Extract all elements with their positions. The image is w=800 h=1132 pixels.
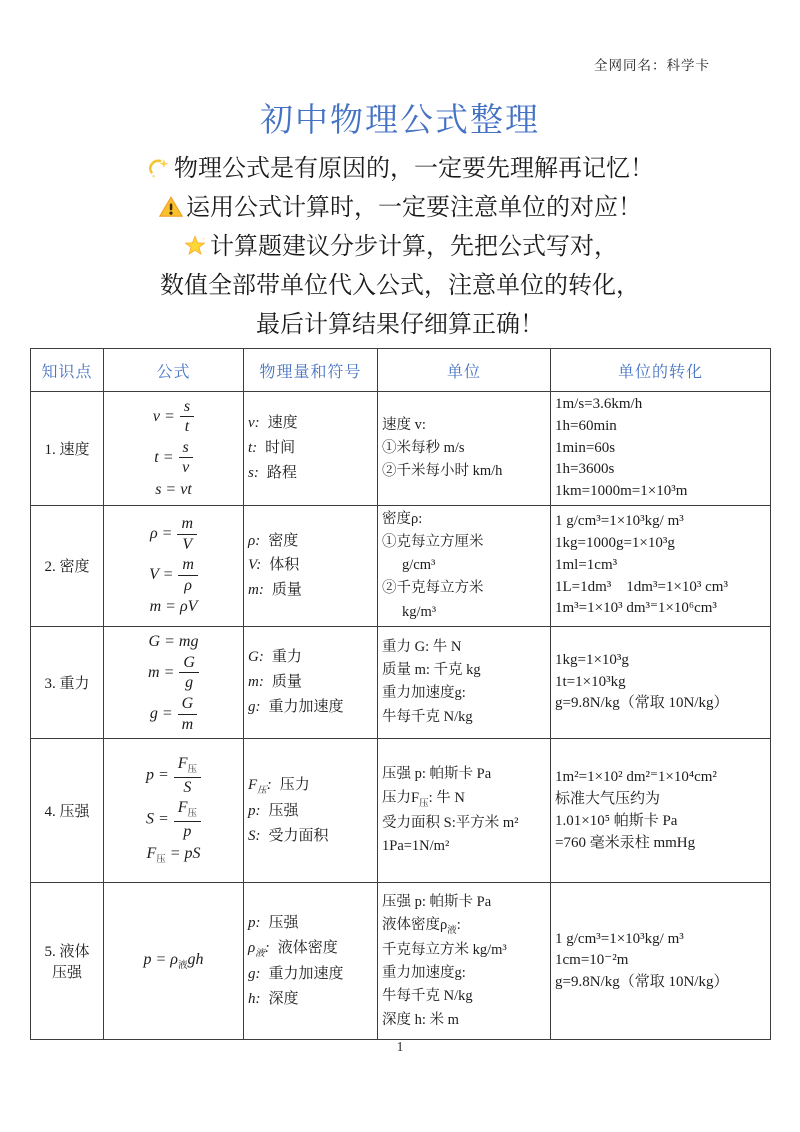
unit-line: 千克每立方米 kg/m³ (382, 942, 507, 958)
table-row-pressure (31, 739, 771, 883)
symbol-line: $F_压$: 压力 (248, 776, 310, 796)
table-header-row (31, 349, 771, 392)
conversion-line: 1ml=1cm³ (555, 556, 618, 573)
symbol-line: p: 压强 (248, 803, 299, 820)
conversion-line: 1km=1000m=1×10³m (555, 483, 688, 499)
symbol-line: G: 重力 (248, 649, 302, 666)
unit-line: 液体密度$\rho_液$: (382, 916, 461, 936)
formula: S = $\frac{F_压}{p}$ (108, 799, 239, 840)
unit-line: 压力$F_压$: 牛 N (382, 789, 465, 809)
symbol-line: h: 深度 (248, 990, 299, 1007)
units-cell (378, 626, 551, 739)
intro-text: 计算题建议分步计算，先把公式写对， (210, 234, 618, 260)
intro-line-2 (0, 189, 800, 228)
formula-cell (104, 626, 244, 739)
glowing-star-icon (182, 233, 208, 259)
intro-block (0, 150, 800, 345)
table-row-density (31, 505, 771, 626)
symbol-line: v: 速度 (248, 415, 298, 432)
col-header-formula: 公式 (104, 349, 244, 392)
formula: g = $\frac{G}{m}$ (108, 695, 239, 733)
unit-line: ①米每秒 m/s (382, 439, 465, 456)
intro-text: 最后计算结果仔细算正确！ (256, 312, 544, 338)
topic-cell: 4. 压强 (31, 739, 104, 883)
symbol-line: p: 压强 (248, 914, 299, 931)
formula: V = $\frac{m}{\rho}$ (108, 556, 239, 594)
symbol-line: m: 质量 (248, 674, 302, 691)
formula-cell (104, 505, 244, 626)
intro-line-3 (0, 228, 800, 267)
symbol-line: m: 质量 (248, 582, 302, 599)
conversion-line: 1.01×10⁵ 帕斯卡 Pa (555, 812, 678, 829)
unit-line: 1Pa=1N/m² (382, 837, 450, 854)
symbol-line: $\rho_液$: 液体密度 (248, 939, 338, 959)
topic-cell: 5. 液体 压强 (31, 883, 104, 1040)
topic-cell: 1. 速度 (31, 392, 104, 506)
page-number: 1 (396, 1040, 404, 1055)
symbol-line: ρ: 密度 (248, 532, 299, 549)
conversion-line: 1 g/cm³=1×10³kg/ m³ (555, 930, 684, 947)
unit-line: 重力加速度g: (382, 685, 466, 702)
symbol-line: s: 路程 (248, 464, 297, 481)
conversion-line: 1m/s=3.6km/h (555, 396, 643, 412)
units-cell (378, 739, 551, 883)
units-cell (378, 505, 551, 626)
formula: ρ = $\frac{m}{V}$ (108, 515, 239, 553)
symbols-cell (244, 626, 378, 739)
conversion-line: g=9.8N/kg（常取 10N/kg） (555, 974, 729, 991)
formula: $p = \rho_液gh$ (143, 950, 204, 972)
formula: t = $\frac{s}{v}$ (108, 439, 239, 477)
symbols-cell (244, 883, 378, 1040)
symbol-line: t: 时间 (248, 440, 296, 456)
unit-line: ①克每立方厘米 (382, 533, 484, 550)
conversion-line: 1h=3600s (555, 461, 615, 478)
conversion-line: 1 g/cm³=1×10³kg/ m³ (555, 513, 684, 530)
table-row-gravity (31, 626, 771, 739)
symbol-line: g: 重力加速度 (248, 698, 344, 715)
unit-line: g/cm³ (402, 557, 436, 574)
formula-cell (104, 739, 244, 883)
symbol-line: S: 受力面积 (248, 828, 329, 845)
unit-line: 压强 p: 帕斯卡 Pa (382, 766, 492, 783)
topic-cell: 2. 密度 (31, 505, 104, 626)
intro-line-1 (0, 150, 800, 189)
conversion-line: 1m²=1×10² dm²⁼1×10⁴cm² (555, 769, 717, 786)
unit-line: 密度ρ: (382, 510, 423, 527)
conversion-line: 1cm=10⁻²m (555, 952, 629, 969)
conversions-cell (551, 505, 771, 626)
col-header-units: 单位 (378, 349, 551, 392)
unit-line: 深度 h: 米 m (382, 1011, 459, 1028)
formula: $F_压$ = pS (146, 844, 201, 865)
intro-text: 数值全部带单位代入公式，注意单位的转化， (160, 273, 640, 299)
formula-cell (104, 392, 244, 506)
warning-icon (158, 194, 184, 220)
units-cell (378, 392, 551, 506)
table-row-speed (31, 392, 771, 506)
conversion-line: 1kg=1×10³g (555, 651, 629, 668)
table-row-liquid-pressure (31, 883, 771, 1040)
conversion-line: 1L=1dm³ 1dm³=1×10³ cm³ (555, 578, 728, 595)
intro-text: 运用公式计算时，一定要注意单位的对应！ (186, 195, 642, 221)
unit-line: ②千克每立方米 (382, 580, 484, 597)
formula: G = mg (148, 632, 199, 650)
conversions-cell (551, 883, 771, 1040)
intro-line-5 (0, 306, 800, 345)
unit-line: 压强 p: 帕斯卡 Pa (382, 893, 492, 910)
unit-line: 受力面积 S:平方米 m² (382, 814, 519, 831)
header-note: 全网同名：科学卡 (594, 58, 710, 73)
intro-line-4 (0, 267, 800, 306)
conversion-line: 1min=60s (555, 439, 616, 456)
conversion-line: 1m³=1×10³ dm³⁼1×10⁶cm³ (555, 600, 717, 617)
conversions-cell (551, 626, 771, 739)
unit-line: 重力加速度g: (382, 965, 466, 982)
col-header-conversions: 单位的转化 (551, 349, 771, 392)
symbols-cell (244, 392, 378, 506)
formula-table (30, 348, 771, 1040)
unit-line: ②千米每小时 km/h (382, 462, 503, 479)
unit-line: 牛每千克 N/kg (382, 708, 473, 725)
formula: p = $\frac{F_压}{S}$ (108, 755, 239, 796)
conversions-cell (551, 739, 771, 883)
conversion-line: 1t=1×10³kg (555, 673, 626, 690)
formula: m = ρV (149, 598, 198, 616)
symbol-line: V: 体积 (248, 557, 300, 574)
unit-line: 牛每千克 N/kg (382, 988, 473, 1005)
page-title: 初中物理公式整理 (260, 103, 540, 139)
topic-cell: 3. 重力 (31, 626, 104, 739)
symbol-line: g: 重力加速度 (248, 966, 344, 983)
formula-cell (104, 883, 244, 1040)
conversion-line: 标准大气压约为 (555, 791, 661, 807)
dizzy-comet-icon (146, 155, 172, 181)
symbols-cell (244, 739, 378, 883)
unit-line: 速度 v: (382, 416, 426, 433)
conversions-cell (551, 392, 771, 506)
intro-text: 物理公式是有原因的，一定要先理解再记忆！ (174, 156, 654, 182)
unit-line: 质量 m: 千克 kg (382, 662, 481, 679)
conversion-line: 1h=60min (555, 417, 617, 434)
col-header-topic: 知识点 (31, 349, 104, 392)
conversion-line: =760 毫米汞柱 mmHg (555, 834, 696, 851)
conversion-line: g=9.8N/kg（常取 10N/kg） (555, 695, 729, 712)
formula: v = $\frac{s}{t}$ (108, 398, 239, 436)
formula: m = $\frac{G}{g}$ (108, 654, 239, 692)
units-cell (378, 883, 551, 1040)
conversion-line: 1kg=1000g=1×10³g (555, 535, 675, 552)
formula: s = vt (155, 480, 192, 498)
col-header-symbols: 物理量和符号 (244, 349, 378, 392)
unit-line: 重力 G: 牛 N (382, 639, 462, 656)
symbols-cell (244, 505, 378, 626)
unit-line: kg/m³ (402, 603, 437, 620)
